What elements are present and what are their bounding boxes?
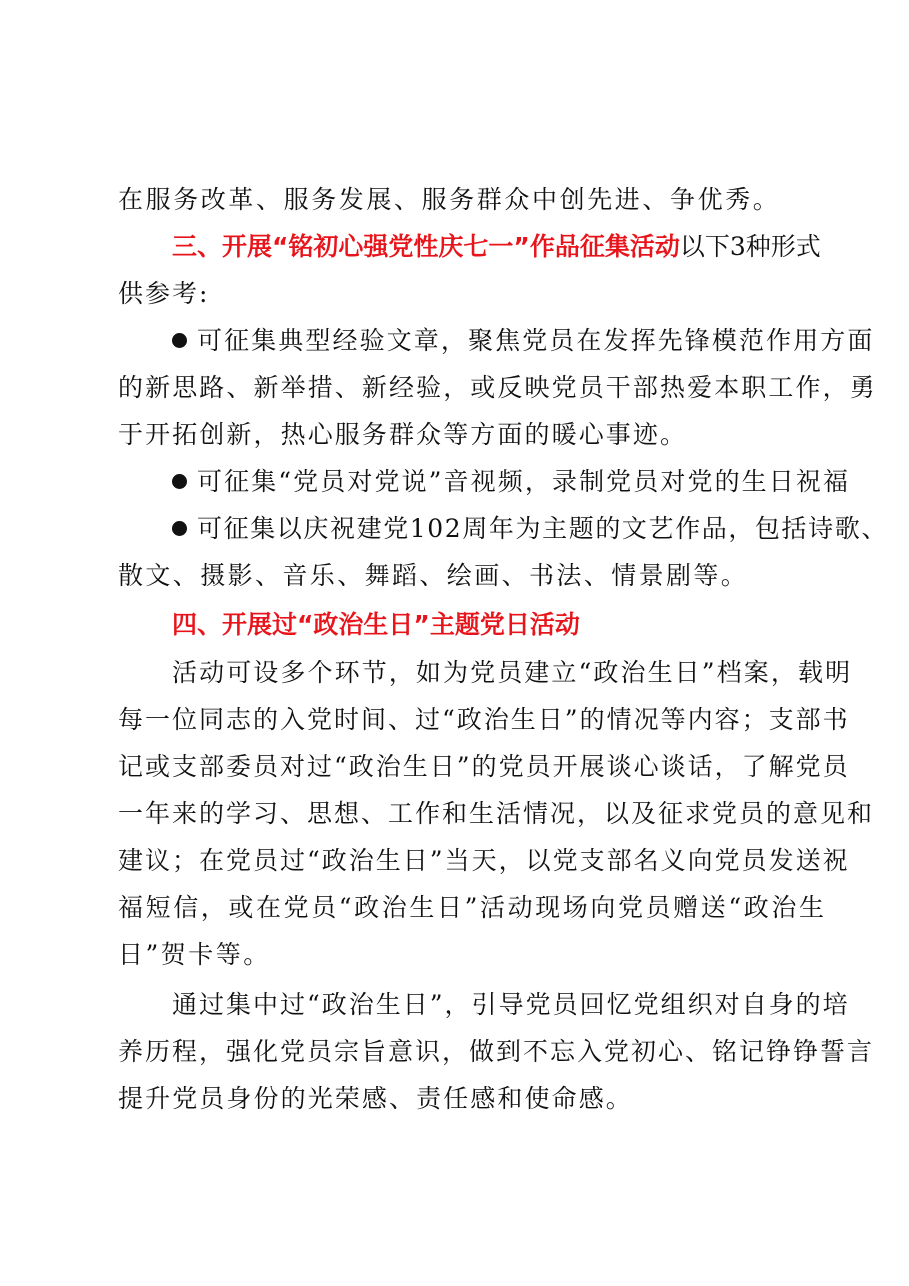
- text-line: 福短信，或在党员“政治生日”活动现场向党员赠送“政治生: [118, 893, 827, 922]
- bullet-icon: [172, 333, 187, 348]
- section-heading-3: [172, 230, 821, 264]
- bullet-icon: [172, 474, 187, 489]
- heading-suffix: 以下3种形式: [679, 232, 821, 261]
- bullet-item: [172, 512, 888, 546]
- section-heading-4: 四、开展过“政治生日”主题党日活动: [172, 610, 580, 639]
- text-line: 建议；在党员过“政治生日”当天，以党支部名义向党员发送祝: [118, 846, 850, 875]
- text-line: 于开拓创新，热心服务群众等方面的暖心事迹。: [118, 420, 688, 449]
- text-line: 一年来的学习、思想、工作和生活情况，以及征求党员的意见和: [118, 799, 875, 828]
- text-line: 每一位同志的入党时间、过“政治生日”的情况等内容；支部书: [118, 705, 850, 734]
- text-line: 记或支部委员对过“政治生日”的党员开展谈心谈话，了解党员: [118, 752, 850, 781]
- text-line: 通过集中过“政治生日”，引导党员回忆党组织对自身的培: [172, 990, 850, 1019]
- bullet-text: 可征集典型经验文章，聚焦党员在发挥先锋模范作用方面: [197, 326, 875, 355]
- text-line: 日”贺卡等。: [118, 940, 271, 969]
- text-line: 供参考:: [118, 279, 210, 308]
- text-line: 提升党员身份的光荣感、责任感和使命感。: [118, 1084, 633, 1113]
- bullet-text: 可征集“党员对党说”音视频，录制党员对党的生日祝福: [197, 467, 851, 496]
- text-line: 在服务改革、服务发展、服务群众中创先进、争优秀。: [118, 185, 781, 214]
- bullet-text: 可征集以庆祝建党102周年为主题的文艺作品，包括诗歌、: [197, 514, 888, 543]
- text-line: 养历程，强化党员宗旨意识，做到不忘入党初心、铭记铮铮誓言: [118, 1037, 875, 1066]
- text-line: 散文、摄影、音乐、舞蹈、绘画、书法、情景剧等。: [118, 561, 749, 590]
- text-line: 活动可设多个环节，如为党员建立“政治生日”档案，载明: [172, 658, 853, 687]
- bullet-item: [172, 465, 850, 499]
- bullet-item: [172, 324, 875, 358]
- heading-text: 三、开展“铭初心强党性庆七一”作品征集活动: [172, 232, 680, 261]
- bullet-icon: [172, 521, 187, 536]
- text-line: 的新思路、新举措、新经验，或反映党员干部热爱本职工作，勇: [118, 373, 877, 402]
